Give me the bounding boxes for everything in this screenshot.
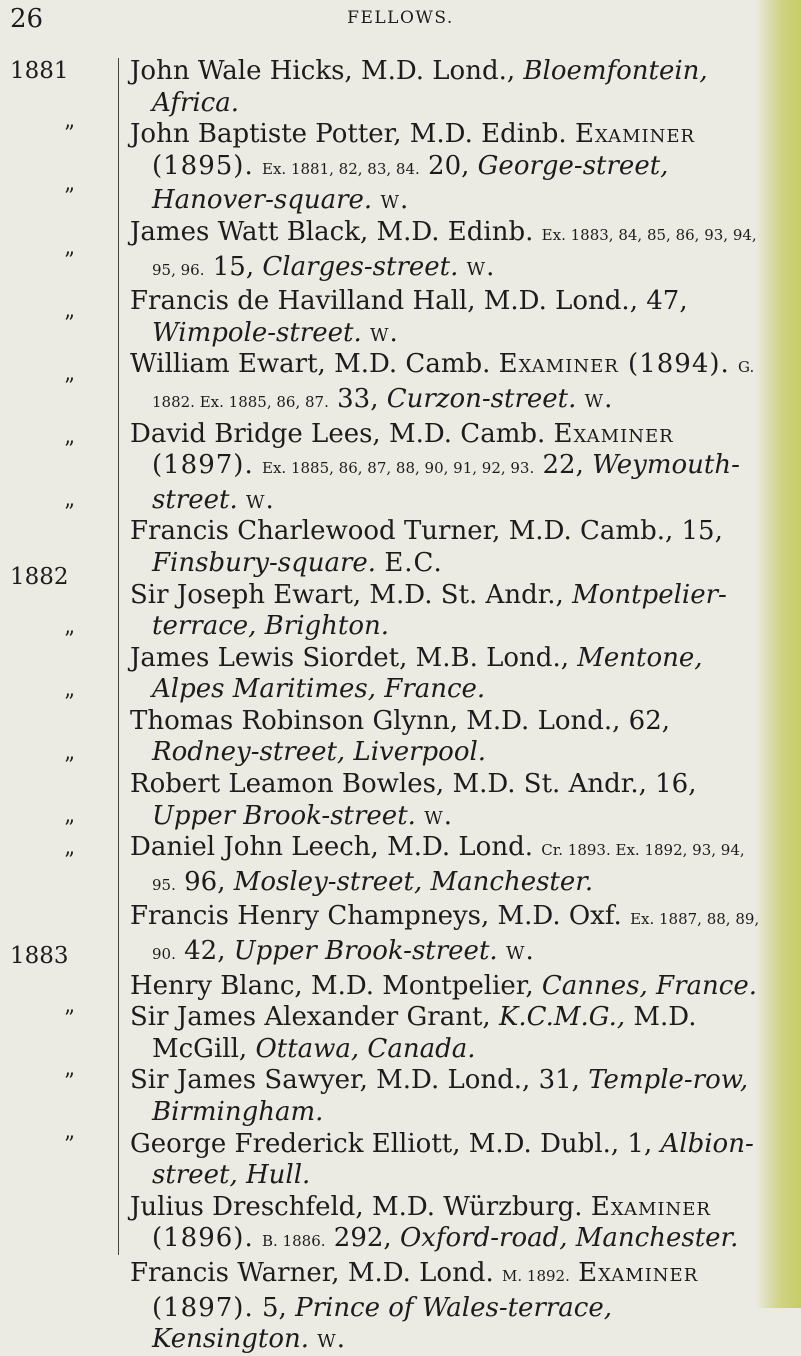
fellow-entry: Sir James Sawyer, M.D. Lond., 31, Temple-row, Birmingham. (130, 1065, 749, 1127)
ditto-mark: ” (64, 816, 75, 841)
fellow-entry: James Lewis Siordet, M.B. Lond., Mentone, Alpes Maritimes, France. (130, 642, 703, 705)
fellow-entry: David Bridge Lees, M.D. Camb. Examiner (1897). Ex. 1885, 86, 87, 88, 90, 91, 92, 93. 22, Weymouth-street. w. (130, 418, 740, 515)
year-label: 1883 (10, 942, 69, 969)
fellow-entry: Sir Joseph Ewart, M.D. St. Andr., Montpelier-terrace, Brighton. (130, 579, 727, 642)
fellow-entry: William Ewart, M.D. Camb. Examiner (1894). G. 1882. Ex. 1885, 86, 87. 33, Curzon-street. w. (130, 349, 755, 414)
ditto-mark: ” (64, 1132, 75, 1157)
ditto-mark: ” (64, 1069, 75, 1094)
ditto-mark: ” (64, 121, 75, 146)
ditto-mark: ” (64, 753, 75, 778)
fellows-list (130, 56, 770, 1356)
year-label: 1882 (10, 563, 69, 590)
ditto-mark: ” (64, 184, 75, 209)
ditto-mark: ” (64, 437, 75, 462)
ditto-mark: ” (64, 626, 75, 651)
fellow-entry: George Frederick Elliott, M.D. Dubl., 1, Albion-street, Hull. (130, 1128, 754, 1191)
ditto-mark: ” (64, 500, 75, 525)
ditto-mark: ” (64, 247, 75, 272)
fellow-entry: John Baptiste Potter, M.D. Edinb. Examiner (1895). Ex. 1881, 82, 83, 84. 20, George-street, Hanover-square. w. (130, 119, 696, 216)
fellow-entry: Robert Leamon Bowles, M.D. St. Andr., 16, Upper Brook-street. w. (130, 769, 697, 831)
margin-rule (118, 58, 119, 1255)
fellow-entry: Francis de Havilland Hall, M.D. Lond., 47, Wimpole-street. w. (130, 286, 688, 348)
fellow-entry: Francis Charlewood Turner, M.D. Camb., 15, Finsbury-square. E.C. (130, 516, 723, 578)
fellow-entry: Daniel John Leech, M.D. Lond. Cr. 1893. Ex. 1892, 93, 94, 95. 96, Mosley-street, Manchester. (130, 832, 745, 897)
fellow-entry: Francis Henry Champneys, M.D. Oxf. Ex. 1887, 88, 89, 90. 42, Upper Brook-street. w. (130, 901, 760, 967)
year-label: 1881 (10, 58, 69, 84)
ditto-mark: ” (64, 374, 75, 398)
fellow-entry: Francis Warner, M.D. Lond. M. 1892. Examiner (1897). 5, Prince of Wales-terrace, Kensington. w. (130, 1257, 699, 1355)
fellow-entry: Julius Dreschfeld, M.D. Würzburg. Examiner (1896). B. 1886. 292, Oxford-road, Manchester. (130, 1191, 739, 1254)
fellow-entry: Thomas Robinson Glynn, M.D. Lond., 62, Rodney-street, Liverpool. (130, 705, 671, 768)
fellow-entry: Sir James Alexander Grant, K.C.M.G., M.D. McGill, Ottawa, Canada. (130, 1002, 697, 1064)
fellow-entry: Henry Blanc, M.D. Montpelier, Cannes, France. (130, 970, 757, 1001)
fellow-entry: James Watt Black, M.D. Edinb. Ex. 1883, 84, 85, 86, 93, 94, 95, 96. 15, Clarges-street. w. (130, 216, 757, 282)
ditto-mark: ” (64, 690, 75, 714)
fellow-entry: John Wale Hicks, M.D. Lond., Bloemfontein, Africa. (130, 56, 708, 118)
page-number: 26 (10, 4, 44, 34)
ditto-mark: ” (64, 310, 75, 335)
ditto-mark: ” (64, 848, 75, 872)
running-title: FELLOWS. (347, 8, 454, 28)
ditto-mark: ” (64, 1006, 75, 1030)
